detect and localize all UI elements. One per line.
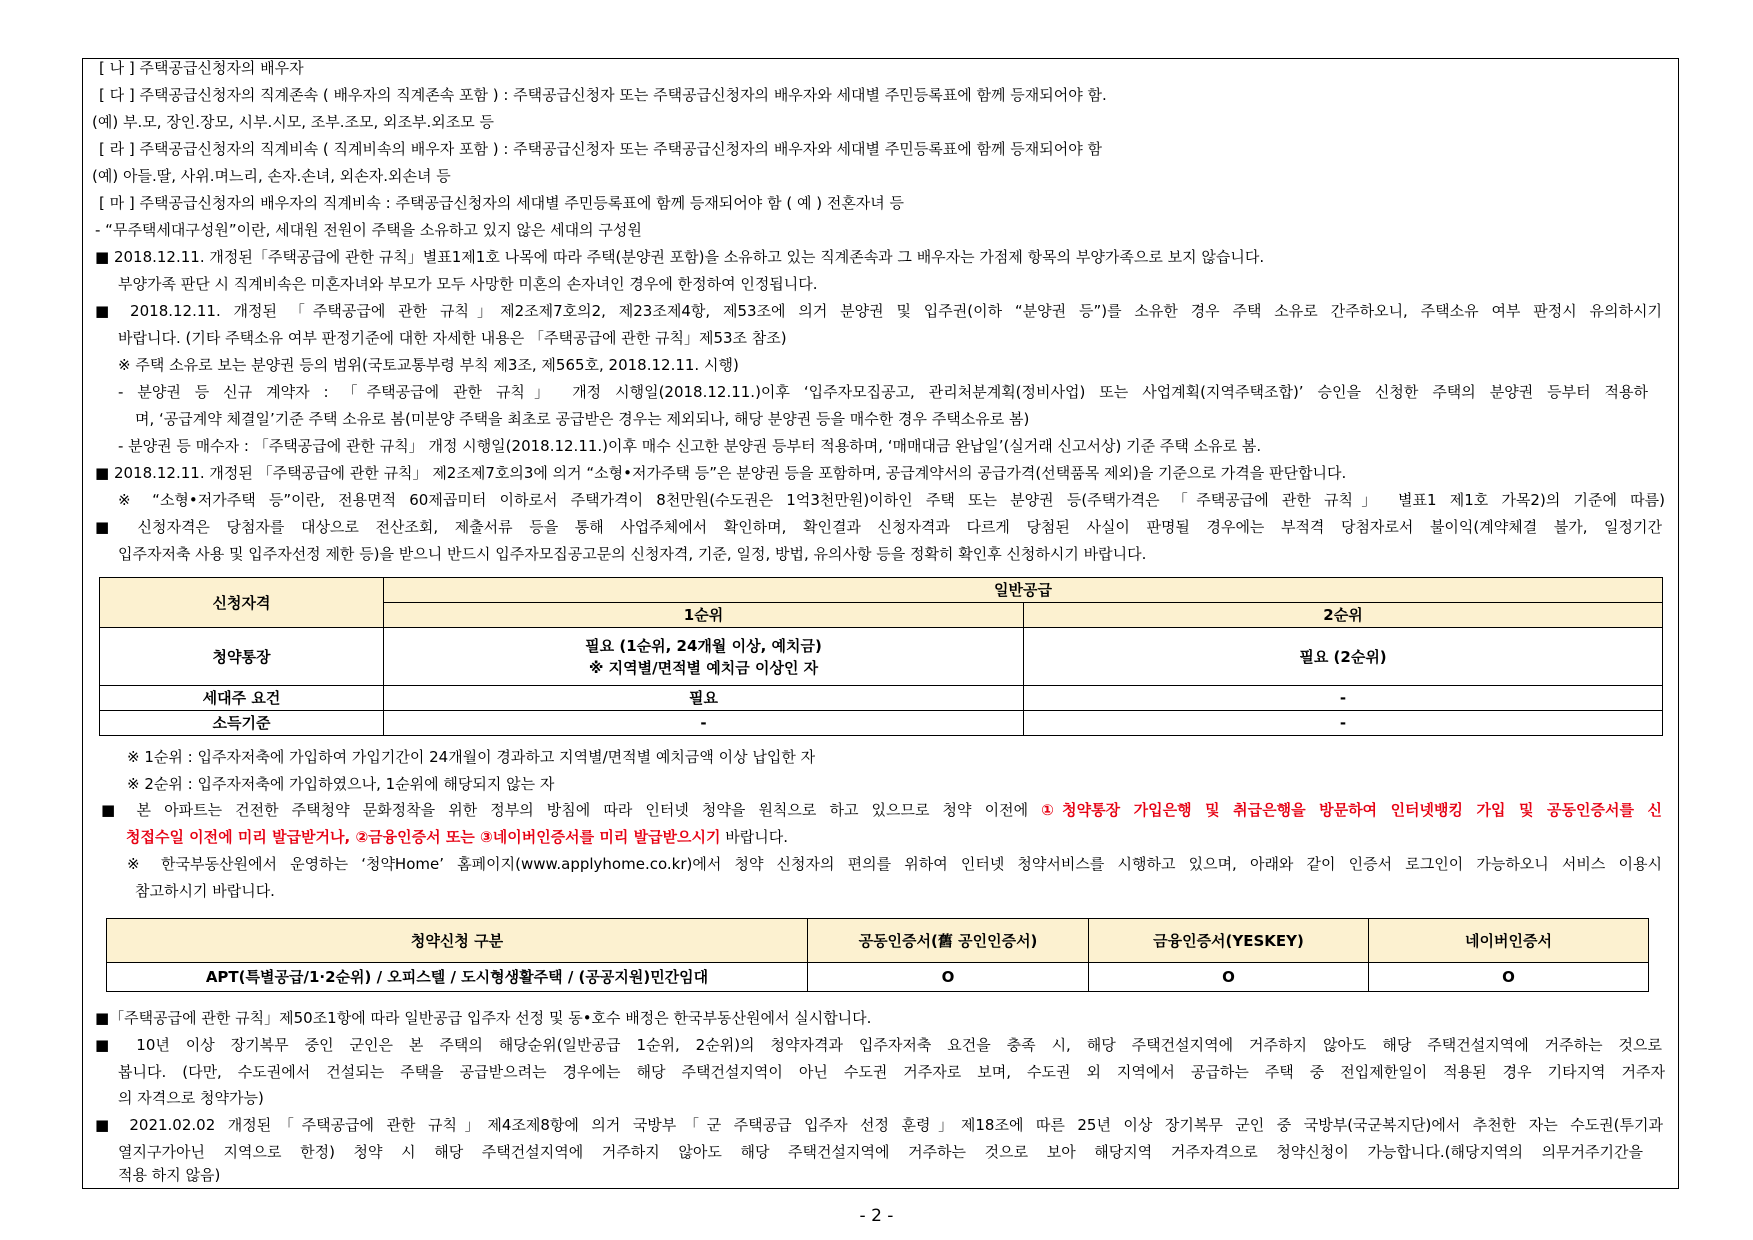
- text-line: [ 마 ] 주택공급신청자의 배우자의 직계비속 : 주택공급신청자의 세대별 주민등록표에 함께 등재되어야 함 ( 예 ) 전혼자녀 등: [99, 194, 905, 212]
- bullet-line: ■ 10년 이상 장기복무 중인 군인은 본 주택의 해당순위(일반공급 1순위, 2순위)의 청약자격과 입주자저축 요건을 충족 시, 해당 주택건설지역에 거주하지 않아도 해당 주택건설지역에 거주하는 것으로: [95, 1036, 1662, 1054]
- apply-notice-emphasis: 청접수일 이전에 미리 발급받거나, ②금융인증서 또는 ③네이버인증서를 미리 발급받으시기: [126, 828, 721, 846]
- continuation-line: 부양가족 판단 시 직계비속은 미혼자녀와 부모가 모두 사망한 미혼의 손자녀인 경우에 한정하여 인정됩니다.: [118, 275, 818, 293]
- table-cell: -: [1024, 711, 1663, 736]
- page-number: - 2 -: [859, 1206, 894, 1226]
- table-cell: O: [808, 963, 1089, 992]
- certificate-table: [106, 918, 1649, 992]
- table-row: [107, 963, 1649, 992]
- financial-cert-header-cell: 금융인증서(YESKEY): [1089, 919, 1369, 963]
- bullet-line: ■ 신청자격은 당첨자를 대상으로 전산조회, 제출서류 등을 통해 사업주체에서 확인하며, 확인결과 신청자격과 다르게 당첨된 사실이 판명될 경우에는 부적격 당첨자로서 불이익(계약체결 불가, 일정기간: [95, 518, 1662, 536]
- rank1-note: ※ 1순위 : 입주자저축에 가입하여 가입기간이 24개월이 경과하고 지역별/면적별 예치금액 이상 납입한 자: [127, 748, 816, 766]
- example-line: (예) 아들.딸, 사위.며느리, 손자.손녀, 외손자.외손녀 등: [92, 167, 451, 185]
- continuation-line: 봅니다. (다만, 수도권에서 건설되는 주택을 공급받으려는 경우에는 해당 주택건설지역이 아닌 수도권 거주자로 보며, 수도권 외 지역에서 공급하는 주택 중 전입제한일이 적용된 경우 기타지역 거주자: [118, 1063, 1665, 1081]
- rank2-header-cell: 2순위: [1024, 603, 1663, 628]
- bullet-line: ■ 2018.12.11. 개정된 「주택공급에 관한 규칙」제2조제7호의2, 제23조제4항, 제53조에 의거 분양권 및 입주권(이하 “분양권 등”)를 소유한 경우 주택 소유로 간주하오니, 주택소유 여부 판정시 유의하시기: [95, 302, 1662, 320]
- table-cell: 필요: [384, 686, 1024, 711]
- table-cell: -: [384, 711, 1024, 736]
- apply-notice-text: 바랍니다.: [720, 828, 789, 846]
- table-cell: -: [1024, 686, 1663, 711]
- example-line: (예) 부.모, 장인.장모, 시부.시모, 조부.조모, 외조부.외조모 등: [92, 113, 495, 131]
- table-cell: 필요 (2순위): [1024, 628, 1663, 686]
- continuation-line: 적용 하지 않음): [118, 1166, 221, 1184]
- table-header-row: [100, 578, 1663, 603]
- row-label-cell: APT(특별공급/1·2순위) / 오피스텔 / 도시형생활주택 / (공공지원)민간임대: [107, 963, 808, 992]
- text-line: [ 라 ] 주택공급신청자의 직계비속 ( 직계비속의 배우자 포함 ) : 주택공급신청자 또는 주택공급신청자의 배우자와 세대별 주민등록표에 함께 등재되어야 함: [99, 140, 1102, 158]
- naver-cert-header-cell: 네이버인증서: [1369, 919, 1649, 963]
- bullet-line: ■ 2018.12.11. 개정된「주택공급에 관한 규칙」별표1제1호 나목에 따라 주택(분양권 포함)을 소유하고 있는 직계존속과 그 배우자는 가점제 항목의 부양가족으로 보지 않습니다.: [95, 248, 1265, 266]
- row-label-cell: 청약통장: [100, 628, 384, 686]
- continuation-line: 며, ‘공급계약 체결일’기준 주택 소유로 봄(미분양 주택을 최초로 공급받은 경우는 제외되나, 해당 분양권 등을 매수한 경우 주택소유로 봄): [135, 410, 1030, 428]
- continuation-line: 입주자저축 사용 및 입주자선정 제한 등)을 받으니 반드시 입주자모집공고문의 신청자격, 기준, 일정, 방법, 유의사항 등을 정확히 확인후 신청하시기 바랍니다.: [118, 545, 1147, 563]
- definition-line: - “무주택세대구성원”이란, 세대원 전원이 주택을 소유하고 있지 않은 세대의 구성원: [95, 221, 642, 239]
- rank1-header-cell: 1순위: [384, 603, 1024, 628]
- bullet-line: ■ 2018.12.11. 개정된 「주택공급에 관한 규칙」 제2조제7호의3에 의거 “소형•저가주택 등”은 분양권 등을 포함하며, 공급계약서의 공급가격(선택품목 제외)을 기준으로 가격을 판단합니다.: [95, 464, 1347, 482]
- row-label-cell: 세대주 요건: [100, 686, 384, 711]
- continuation-line: 열지구가아닌 지역으로 한정) 청약 시 해당 주택건설지역에 거주하지 않아도 해당 주택건설지역에 거주하는 것으로 보아 해당지역 거주자격으로 청약신청이 가능합니다.(해당지역의 의무거주기간을: [118, 1143, 1643, 1161]
- eligibility-table: [99, 577, 1663, 736]
- note-line: ※ “소형•저가주택 등”이란, 전용면적 60제곱미터 이하로서 주택가격이 8천만원(수도권은 1억3천만원)이하인 주택 또는 분양권 등(주택가격은 「주택공급에 관한 규칙」 별표1 제1호 가목2)의 기준에 따름): [118, 491, 1665, 509]
- applyhome-note: 참고하시기 바랍니다.: [135, 882, 275, 900]
- continuation-line: 바랍니다. (기타 주택소유 여부 판정기준에 대한 자세한 내용은 「주택공급에 관한 규칙」제53조 참조): [118, 329, 787, 347]
- sub-item-line: - 분양권 등 신규 계약자 : 「주택공급에 관한 규칙」 개정 시행일(2018.12.11.)이후 ‘입주자모집공고, 관리처분계획(정비사업) 또는 사업계획(지역주택조합)’ 승인을 신청한 주택의 분양권 등부터 적용하: [118, 383, 1648, 401]
- table-row: [100, 711, 1663, 736]
- cell-line: 필요 (1순위, 24개월 이상, 예치금): [585, 636, 822, 655]
- table-cell: O: [1089, 963, 1369, 992]
- cell-line: ※ 지역별/면적별 예치금 이상인 자: [588, 658, 819, 677]
- general-supply-header-cell: 일반공급: [384, 578, 1663, 603]
- apply-notice-line: [126, 824, 1662, 851]
- eligibility-header-cell: 신청자격: [100, 578, 384, 628]
- table-cell: O: [1369, 963, 1649, 992]
- category-header-cell: 청약신청 구분: [107, 919, 808, 963]
- bullet-line: ■ 2021.02.02 개정된「주택공급에 관한 규칙」제4조제8항에 의거 국방부「군 주택공급 입주자 선정 훈령」제18조에 따른 25년 이상 장기복무 군인 중 국방부(국군복지단)에서 추천한 자는 수도권(투기과: [95, 1116, 1663, 1134]
- apply-notice-text: ■ 본 아파트는 건전한 주택청약 문화정착을 위한 정부의 방침에 따라 인터넷 청약을 원칙으로 하고 있으므로 청약 이전에: [101, 801, 1042, 819]
- text-line: [ 나 ] 주택공급신청자의 배우자: [99, 59, 304, 77]
- table-row: [100, 628, 1663, 686]
- table-row: [100, 686, 1663, 711]
- sub-item-line: - 분양권 등 매수자 : 「주택공급에 관한 규칙」 개정 시행일(2018.12.11.)이후 매수 신고한 분양권 등부터 적용하며, ‘매매대금 완납일’(실거래 신고서상) 기준 주택 소유로 봄.: [118, 437, 1262, 455]
- table-cell: [384, 628, 1024, 686]
- bullet-line: ■「주택공급에 관한 규칙」제50조1항에 따라 일반공급 입주자 선정 및 동•호수 배정은 한국부동산원에서 실시합니다.: [95, 1009, 872, 1027]
- note-line: ※ 주택 소유로 보는 분양권 등의 범위(국토교통부령 부칙 제3조, 제565호, 2018.12.11. 시행): [118, 356, 739, 374]
- continuation-line: 의 자격으로 청약가능): [118, 1089, 264, 1107]
- text-line: [ 다 ] 주택공급신청자의 직계존속 ( 배우자의 직계존속 포함 ) : 주택공급신청자 또는 주택공급신청자의 배우자와 세대별 주민등록표에 함께 등재되어야 함.: [99, 86, 1107, 104]
- apply-notice-line: [101, 797, 1662, 824]
- rank2-note: ※ 2순위 : 입주자저축에 가입하였으나, 1순위에 해당되지 않는 자: [127, 775, 555, 793]
- apply-notice-emphasis: ①청약통장 가입은행 및 취급은행을 방문하여 인터넷뱅킹 가입 및 공동인증서를 신: [1041, 801, 1662, 819]
- applyhome-note: ※ 한국부동산원에서 운영하는 ‘청약Home’ 홈페이지(www.applyhome.co.kr)에서 청약 신청자의 편의를 위하여 인터넷 청약서비스를 시행하고 있으며, 아래와 같이 인증서 로그인이 가능하오니 서비스 이용시: [127, 855, 1662, 873]
- row-label-cell: 소득기준: [100, 711, 384, 736]
- table-header-row: [107, 919, 1649, 963]
- joint-cert-header-cell: 공동인증서(舊 공인인증서): [808, 919, 1089, 963]
